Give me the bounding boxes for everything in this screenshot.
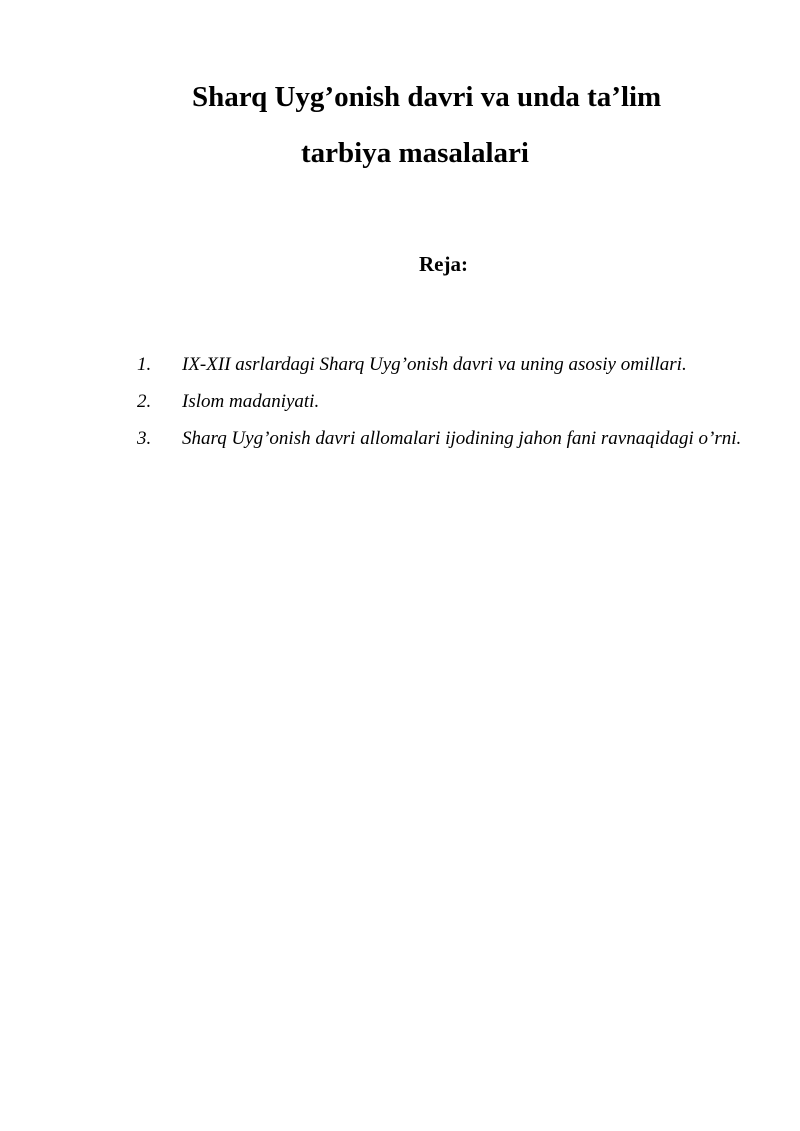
plan-item-text: Sharq Uyg’onish davri allomalari ijodining jahon fani ravnaqidagi o’rni. [182,428,742,449]
document-title-line-1: Sharq Uyg’onish davri va unda ta’lim [192,81,662,113]
plan-item-text: IX-XII asrlardagi Sharq Uyg’onish davri va uning asosiy omillari. [182,354,687,375]
plan-item-number: 1. [137,354,152,375]
plan-item [137,346,743,383]
plan-heading: Reja: [419,252,468,276]
plan-item [137,383,743,420]
plan-item [137,420,743,457]
plan-item-number: 3. [137,428,152,449]
plan-item-text: Islom madaniyati. [182,391,320,412]
plan-item-number: 2. [137,391,152,412]
plan-list [137,346,743,457]
document-title-line-2: tarbiya masalalari [301,137,529,169]
